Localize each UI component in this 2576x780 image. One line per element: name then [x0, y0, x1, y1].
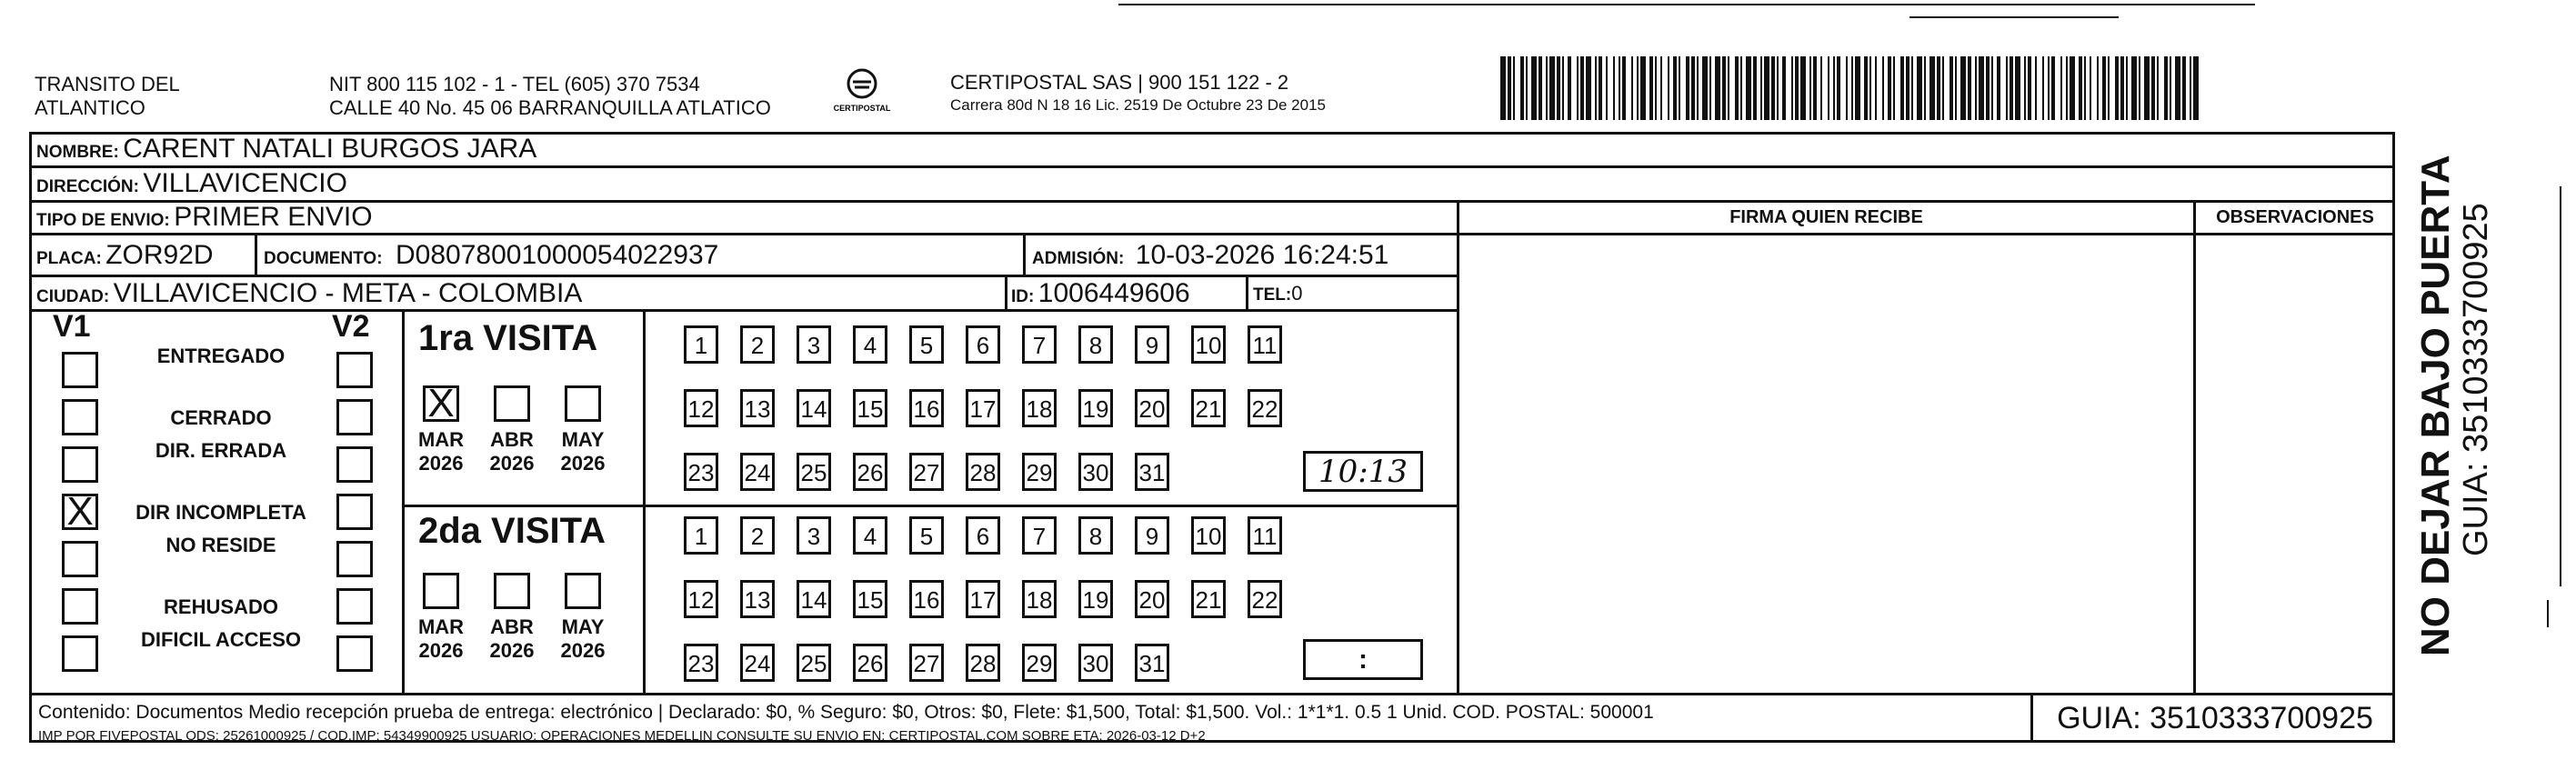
barcode-bar — [2131, 56, 2137, 120]
barcode-bar — [1991, 56, 1993, 120]
barcode-bar — [1833, 56, 1835, 120]
barcode-bar — [2164, 56, 2168, 120]
barcode-bar — [1837, 56, 1840, 120]
day-box[interactable]: 10 — [1191, 325, 1226, 364]
barcode-bar — [1562, 56, 1564, 120]
barcode-bar — [1631, 56, 1633, 120]
month-label: MAY — [561, 428, 605, 451]
visit2-title: 2da VISITA — [418, 511, 606, 551]
side-guide: GUIA: 3510333700925 — [2457, 203, 2495, 556]
barcode-bar — [1580, 56, 1584, 120]
barcode-bar — [1997, 56, 2000, 120]
barcode-bar — [2051, 56, 2055, 120]
barcode-bar — [1728, 56, 1729, 120]
barcode-bar — [1577, 56, 1579, 120]
day-box[interactable]: 14 — [797, 580, 831, 618]
barcode-bar — [2126, 56, 2128, 120]
barcode-bar — [1709, 56, 1711, 120]
barcode-bar — [1924, 56, 1926, 120]
year-label: 2026 — [489, 639, 535, 662]
day-box[interactable]: 8 — [1078, 325, 1113, 364]
content-line: Contenido: Documentos Medio recepción prueba de entrega: electrónico | Declarado: $0, % Seguro: $0, Otros: $0, Flete: $1,500, Total: $1,500. Vol.: 1*1*1. 0.5 1 Unid. COD. POSTAL: 500001 — [38, 702, 1654, 723]
barcode-bar — [1655, 56, 1657, 120]
status-label: DIFICIL ACCESO — [140, 628, 301, 651]
column-divider — [2030, 693, 2033, 743]
day-box[interactable]: 19 — [1078, 580, 1113, 618]
day-box[interactable]: 15 — [853, 580, 887, 618]
cell-divider — [1023, 235, 1026, 275]
barcode-bar — [1508, 56, 1511, 120]
month-checkbox[interactable] — [494, 385, 530, 422]
barcode-bar — [1679, 56, 1680, 120]
edge-mark — [2560, 186, 2561, 586]
side-warning: NO DEJAR BAJO PUERTA — [2413, 155, 2458, 656]
barcode-bar — [2144, 56, 2150, 120]
day-box[interactable]: 30 — [1078, 453, 1113, 491]
address-value: VILLAVICENCIO — [143, 168, 347, 198]
address-label: DIRECCIÓN: — [36, 177, 139, 196]
side-text — [2414, 155, 2494, 656]
barcode-bar — [1875, 56, 1877, 120]
barcode-bar — [1673, 56, 1677, 120]
day-box[interactable]: 5 — [909, 325, 944, 364]
day-box[interactable]: 21 — [1191, 389, 1226, 427]
visit2-time-box[interactable]: : — [1303, 639, 1423, 680]
month-checkbox[interactable] — [423, 573, 459, 609]
barcode-bar — [1622, 56, 1626, 120]
shipment-type-value: PRIMER ENVIO — [174, 202, 373, 232]
barcode-bar — [2028, 56, 2031, 120]
barcode-bar — [2060, 56, 2062, 120]
signature-header: FIRMA QUIEN RECIBE — [1729, 207, 1923, 227]
sender-contact: NIT 800 115 102 - 1 - TEL (605) 370 7534 CALLE 40 No. 45 06 BARRANQUILLA ATLATICO — [329, 73, 771, 119]
barcode-bar — [1546, 56, 1548, 120]
v2-checkbox[interactable] — [336, 352, 373, 388]
barcode-bar — [1686, 56, 1689, 120]
column-divider — [1457, 200, 1459, 695]
barcode-bar — [1722, 56, 1726, 120]
address-row — [36, 166, 347, 201]
day-box[interactable]: 20 — [1135, 580, 1169, 618]
day-box[interactable]: 2 — [740, 325, 775, 364]
day-box[interactable]: 8 — [1078, 516, 1113, 555]
barcode-bar — [2097, 56, 2099, 120]
visit1-time-box[interactable]: 10:13 — [1303, 451, 1423, 492]
barcode-bar — [1800, 56, 1806, 120]
plate-cell — [36, 235, 214, 280]
day-box[interactable]: 27 — [909, 453, 944, 491]
barcode-bar — [1760, 56, 1762, 120]
barcode-bar — [2190, 56, 2191, 120]
barcode-bar — [1764, 56, 1769, 120]
barcode-bar — [2115, 56, 2119, 120]
name-label: NOMBRE: — [36, 143, 119, 162]
city-value: VILLAVICENCIO - META - COLOMBIA — [113, 278, 583, 308]
day-box[interactable]: 17 — [966, 389, 1000, 427]
day-box[interactable]: 12 — [684, 580, 718, 618]
year-label: 2026 — [489, 452, 535, 475]
barcode-bar — [2170, 56, 2171, 120]
barcode-bar — [1968, 56, 1971, 120]
barcode-bar — [1531, 56, 1537, 120]
plate-value: ZOR92D — [105, 240, 214, 270]
barcode-bar — [1697, 56, 1699, 120]
day-box[interactable]: 9 — [1135, 325, 1169, 364]
day-box[interactable]: 17 — [966, 580, 1000, 618]
day-box[interactable]: 18 — [1022, 580, 1057, 618]
barcode-bar — [1795, 56, 1799, 120]
day-box[interactable]: 28 — [966, 644, 1000, 682]
day-box[interactable]: 22 — [1248, 580, 1282, 618]
day-box[interactable]: 24 — [740, 644, 775, 682]
shipment-type-row — [36, 201, 373, 234]
barcode-bar — [1595, 56, 1597, 120]
barcode-bar — [1986, 56, 1990, 120]
city-cell — [36, 277, 582, 315]
section-divider — [402, 505, 1458, 507]
v1-checkbox[interactable] — [62, 399, 98, 435]
barcode-bar — [2090, 56, 2091, 120]
barcode-bar — [1715, 56, 1720, 120]
barcode-bar — [2175, 56, 2180, 120]
day-box[interactable]: 31 — [1135, 644, 1169, 682]
day-box[interactable]: 15 — [853, 389, 887, 427]
barcode-bar — [1513, 56, 1515, 120]
day-box[interactable]: 6 — [966, 516, 1000, 555]
logo-text: CERTIPOSTAL — [833, 104, 891, 113]
barcode-bar — [1740, 56, 1742, 120]
document-value: D08078001000054022937 — [396, 240, 719, 270]
v2-checkbox[interactable] — [336, 446, 373, 483]
year-label: 2026 — [418, 639, 464, 662]
document-cell — [264, 235, 718, 280]
barcode-bar — [1855, 56, 1860, 120]
tel-value: 0 — [1291, 282, 1303, 305]
barcode-bar — [2066, 56, 2068, 120]
city-label: CIUDAD: — [36, 287, 110, 306]
day-box[interactable]: 5 — [909, 516, 944, 555]
day-box[interactable]: 18 — [1022, 389, 1057, 427]
barcode-bar — [1782, 56, 1786, 120]
day-box[interactable]: 10 — [1191, 516, 1226, 555]
barcode — [1498, 56, 2199, 120]
day-box[interactable]: 6 — [966, 325, 1000, 364]
barcode-bar — [2102, 56, 2106, 120]
status-label: CERRADO — [170, 406, 272, 429]
barcode-bar — [1917, 56, 1922, 120]
day-box[interactable]: 25 — [797, 644, 831, 682]
v1-checkbox[interactable] — [62, 446, 98, 483]
barcode-bar — [1660, 56, 1662, 120]
company-info: CERTIPOSTAL SAS | 900 151 122 - 2 Carrera 80d N 18 16 Lic. 2519 De Octubre 23 De 2015 — [950, 71, 1326, 114]
barcode-bar — [2182, 56, 2186, 120]
day-box[interactable]: 19 — [1078, 389, 1113, 427]
month-checkbox[interactable] — [494, 573, 530, 609]
barcode-bar — [2084, 56, 2086, 120]
day-box[interactable]: 21 — [1191, 580, 1226, 618]
day-box[interactable]: 13 — [740, 580, 775, 618]
day-box[interactable]: 11 — [1248, 516, 1282, 555]
barcode-bar — [1586, 56, 1591, 120]
cell-divider — [1005, 277, 1007, 310]
barcode-bar — [1777, 56, 1779, 120]
barcode-bar — [2010, 56, 2013, 120]
barcode-bar — [1526, 56, 1528, 120]
day-box[interactable]: 7 — [1022, 325, 1057, 364]
v2-checkbox[interactable] — [336, 541, 373, 577]
cell-divider — [255, 235, 257, 275]
barcode-bar — [1557, 56, 1560, 120]
day-box[interactable]: 9 — [1135, 516, 1169, 555]
day-box[interactable]: 16 — [909, 580, 944, 618]
barcode-bar — [1539, 56, 1542, 120]
day-box[interactable]: 13 — [740, 389, 775, 427]
barcode-bar — [1619, 56, 1620, 120]
barcode-bar — [1520, 56, 1524, 120]
day-box[interactable]: 1 — [684, 325, 718, 364]
visit1-title: 1ra VISITA — [418, 318, 598, 358]
barcode-bar — [2139, 56, 2140, 120]
day-box[interactable]: 12 — [684, 389, 718, 427]
year-label: 2026 — [560, 639, 606, 662]
sender-name: TRANSITO DEL ATLANTICO — [35, 73, 180, 119]
v1-checkbox[interactable] — [62, 635, 98, 672]
barcode-bar — [1906, 56, 1909, 120]
barcode-bar — [2048, 56, 2050, 120]
barcode-bar — [2108, 56, 2110, 120]
barcode-bar — [1668, 56, 1669, 120]
barcode-bar — [1820, 56, 1822, 120]
barcode-bar — [2193, 56, 2199, 120]
barcode-bar — [1979, 56, 1984, 120]
v2-checkbox[interactable] — [336, 635, 373, 672]
imp-line: IMP POR FIVEPOSTAL ODS: 25261000925 / COD.IMP: 54349900925 USUARIO: OPERACIONES MEDELLIN CONSULTE SU ENVIO EN: CERTIPOSTAL.COM SOBRE ETA: 2026-03-12 D+2 — [38, 728, 1206, 744]
day-box[interactable]: 29 — [1022, 453, 1057, 491]
barcode-bar — [1960, 56, 1966, 120]
month-label: ABR — [490, 428, 534, 451]
barcode-bar — [1813, 56, 1817, 120]
day-box[interactable]: 25 — [797, 453, 831, 491]
barcode-bar — [1500, 56, 1506, 120]
barcode-bar — [1882, 56, 1884, 120]
day-box[interactable]: 23 — [684, 453, 718, 491]
day-box[interactable]: 3 — [797, 325, 831, 364]
barcode-bar — [1549, 56, 1555, 120]
year-label: 2026 — [560, 452, 606, 475]
top-edge-line — [1118, 4, 2255, 5]
v1-checkbox[interactable] — [62, 541, 98, 577]
barcode-bar — [1893, 56, 1895, 120]
barcode-bar — [1975, 56, 1977, 120]
barcode-bar — [2070, 56, 2075, 120]
day-box[interactable]: 30 — [1078, 644, 1113, 682]
barcode-bar — [2015, 56, 2020, 120]
barcode-bar — [1828, 56, 1829, 120]
v1-checkbox[interactable]: X — [62, 494, 98, 530]
barcode-bar — [1900, 56, 1904, 120]
barcode-bar — [1869, 56, 1871, 120]
barcode-bar — [1888, 56, 1891, 120]
day-box[interactable]: 23 — [684, 644, 718, 682]
tel-cell — [1253, 277, 1302, 312]
status-label: ENTREGADO — [156, 345, 286, 367]
status-label: NO RESIDE — [165, 534, 276, 556]
admission-cell — [1032, 235, 1388, 280]
id-label: ID: — [1011, 287, 1035, 306]
month-label: ABR — [490, 615, 534, 638]
day-box[interactable]: 29 — [1022, 644, 1057, 682]
barcode-bar — [1640, 56, 1646, 120]
barcode-bar — [1753, 56, 1757, 120]
barcode-bar — [1809, 56, 1811, 120]
barcode-bar — [1649, 56, 1653, 120]
name-value: CARENT NATALI BURGOS JARA — [123, 134, 537, 164]
document-label: DOCUMENTO: — [264, 249, 383, 268]
status-label: REHUSADO — [164, 595, 278, 618]
day-box[interactable]: 27 — [909, 644, 944, 682]
barcode-bar — [1599, 56, 1602, 120]
barcode-bar — [1637, 56, 1639, 120]
barcode-bar — [1702, 56, 1708, 120]
barcode-bar — [1691, 56, 1695, 120]
day-box[interactable]: 1 — [684, 516, 718, 555]
id-value: 1006449606 — [1037, 278, 1190, 308]
barcode-bar — [2006, 56, 2008, 120]
day-box[interactable]: 16 — [909, 389, 944, 427]
day-box[interactable]: 4 — [853, 325, 887, 364]
day-box[interactable]: 2 — [740, 516, 775, 555]
observations-header: OBSERVACIONES — [2216, 207, 2374, 227]
column-divider — [2193, 200, 2196, 695]
name-row — [36, 132, 536, 166]
day-box[interactable]: 26 — [853, 644, 887, 682]
admission-value: 10-03-2026 16:24:51 — [1135, 240, 1389, 270]
day-box[interactable]: 3 — [797, 516, 831, 555]
barcode-bar — [1955, 56, 1957, 120]
month-label: MAR — [417, 615, 465, 638]
v1-label: V1 — [53, 309, 91, 344]
status-label: DIR. ERRADA — [155, 439, 287, 462]
section-divider — [402, 309, 405, 693]
barcode-bar — [1613, 56, 1615, 120]
barcode-bar — [1864, 56, 1868, 120]
barcode-bar — [1929, 56, 1935, 120]
admission-label: ADMISIÓN: — [1032, 249, 1125, 268]
day-box[interactable]: 31 — [1135, 453, 1169, 491]
barcode-bar — [1735, 56, 1739, 120]
barcode-bar — [1846, 56, 1848, 120]
edge-mark — [2547, 600, 2549, 627]
guide-box: GUIA: 3510333700925 — [2057, 701, 2373, 735]
v1-checkbox[interactable] — [62, 352, 98, 388]
shipment-type-label: TIPO DE ENVIO: — [36, 211, 170, 230]
v1-checkbox[interactable] — [62, 588, 98, 625]
section-divider — [643, 309, 646, 693]
barcode-bar — [1746, 56, 1751, 120]
tel-label: TEL: — [1253, 285, 1292, 305]
barcode-bar — [1791, 56, 1793, 120]
month-checkbox[interactable]: X — [423, 385, 459, 422]
day-box[interactable]: 7 — [1022, 516, 1057, 555]
v2-label: V2 — [332, 309, 370, 344]
v2-checkbox[interactable] — [336, 588, 373, 625]
day-box[interactable]: 22 — [1248, 389, 1282, 427]
barcode-bar — [1568, 56, 1571, 120]
barcode-bar — [1937, 56, 1940, 120]
barcode-bar — [2035, 56, 2037, 120]
barcode-bar — [1771, 56, 1775, 120]
day-box[interactable]: 28 — [966, 453, 1000, 491]
month-label: MAY — [561, 615, 605, 638]
barcode-bar — [1606, 56, 1608, 120]
day-box[interactable]: 14 — [797, 389, 831, 427]
day-box[interactable]: 24 — [740, 453, 775, 491]
day-box[interactable]: 4 — [853, 516, 887, 555]
barcode-bar — [2042, 56, 2044, 120]
barcode-bar — [2120, 56, 2124, 120]
barcode-bar — [1851, 56, 1853, 120]
barcode-bar — [2151, 56, 2155, 120]
plate-label: PLACA: — [36, 249, 102, 268]
barcode-bar — [2024, 56, 2026, 120]
barcode-bar — [2079, 56, 2082, 120]
year-label: 2026 — [418, 452, 464, 475]
day-box[interactable]: 20 — [1135, 389, 1169, 427]
barcode-bar — [2157, 56, 2159, 120]
cell-divider — [1246, 277, 1248, 310]
v2-checkbox[interactable] — [336, 399, 373, 435]
month-label: MAR — [417, 428, 465, 451]
company-logo — [833, 67, 891, 115]
top-edge-line — [1909, 16, 2119, 18]
id-cell — [1011, 277, 1190, 315]
barcode-bar — [1942, 56, 1944, 120]
month-checkbox[interactable] — [565, 385, 601, 422]
barcode-bar — [1950, 56, 1953, 120]
day-box[interactable]: 11 — [1248, 325, 1282, 364]
barcode-bar — [1911, 56, 1913, 120]
status-label: DIR INCOMPLETA — [135, 501, 306, 524]
day-box[interactable]: 26 — [853, 453, 887, 491]
v2-checkbox[interactable] — [336, 494, 373, 530]
month-checkbox[interactable] — [565, 573, 601, 609]
